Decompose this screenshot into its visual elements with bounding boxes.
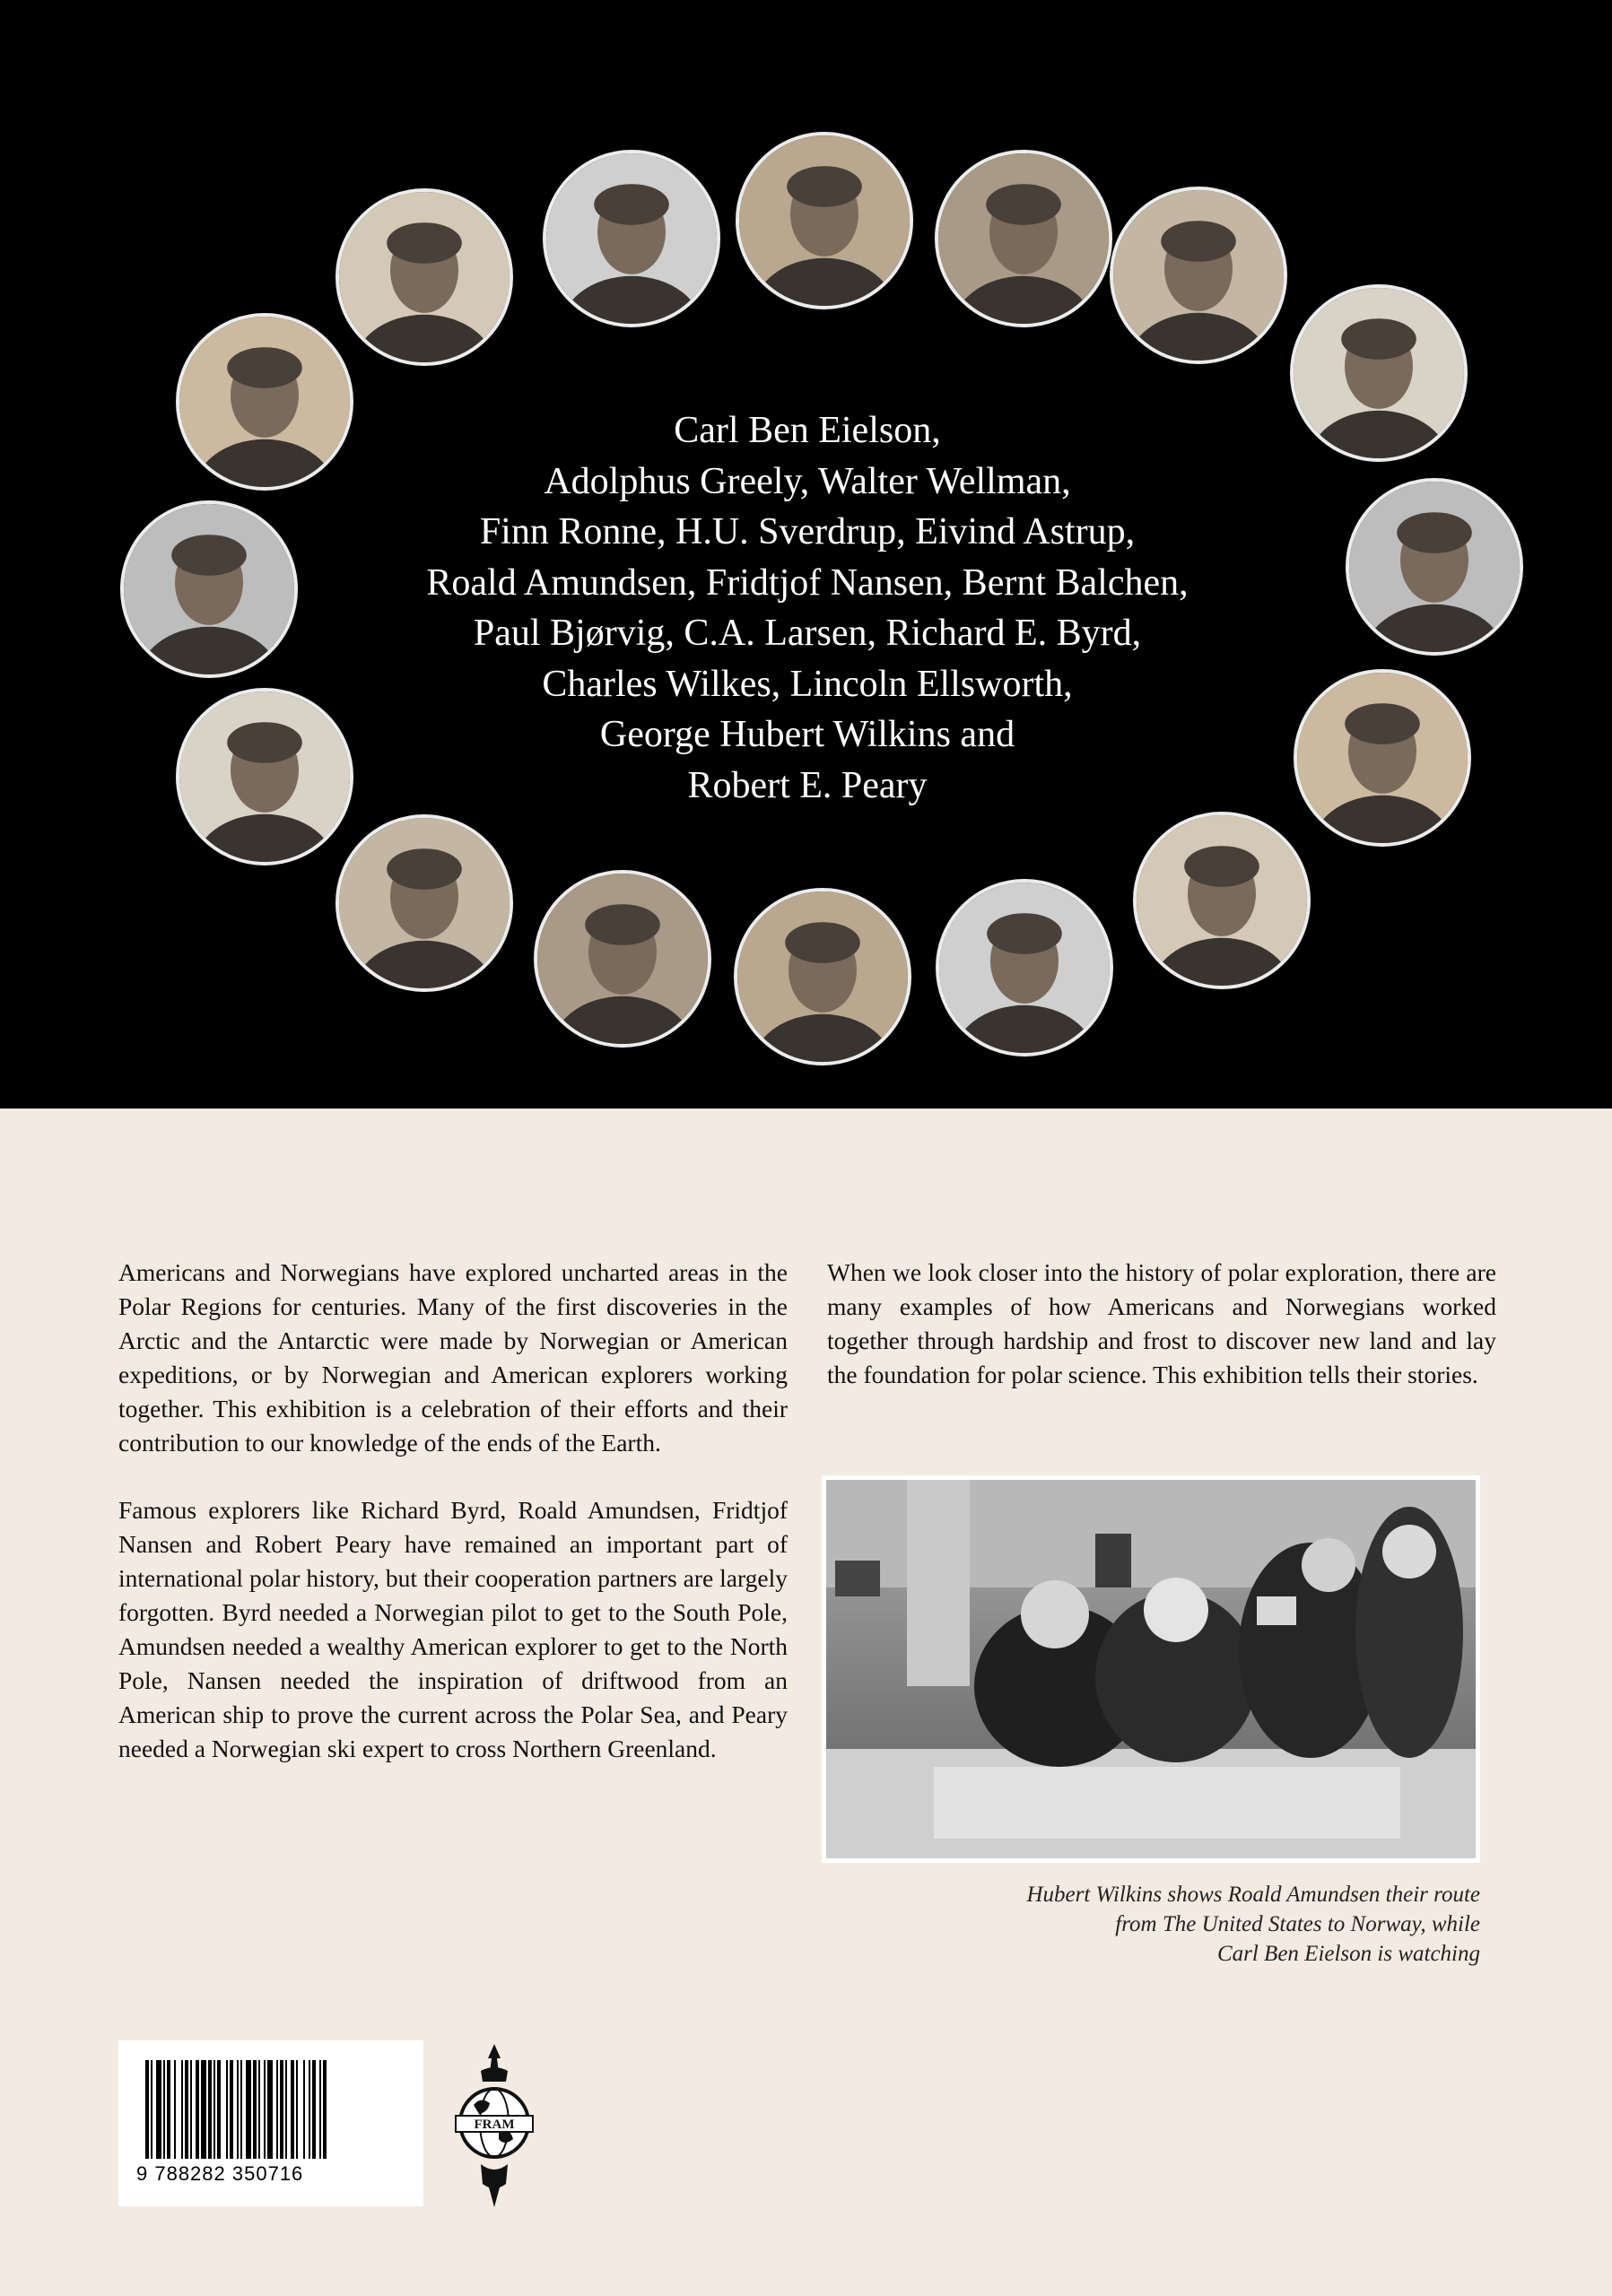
explorer-names-heading [359,405,1256,811]
names-line: Adolphus Greely, Walter Wellman, [544,460,1071,502]
portrait [335,814,513,992]
portrait [736,132,913,309]
names-line: Carl Ben Eielson, [674,410,941,451]
barcode-digits: 9 788282 350716 [136,2162,304,2185]
portrait [1290,284,1468,462]
intro-paragraph: Americans and Norwegians have explored uncharted areas in the Polar Regions for centuries. Many of the first discoveries in the Arctic and the Antarctic were made by Norwegian or American expeditions, or by Norwegian and American explorers working together. This exhibition is a celebration of their efforts and their contribution to our knowledge of the ends of the Earth. [118,1258,788,1457]
barcode-bars [145,2060,396,2164]
names-line: Paul Bjørvig, C.A. Larsen, Richard E. Byrd, [473,613,1142,654]
portrait [176,313,353,491]
portrait [935,150,1112,327]
caption-line: from The United States to Norway, while [1115,1912,1480,1936]
portrait [534,870,711,1048]
left-text-column [118,1256,788,1799]
names-line: Finn Ronne, H.U. Sverdrup, Eivind Astrup, [479,511,1136,552]
historic-photo [822,1475,1480,1863]
logo-text: FRAM [474,2118,515,2132]
portrait [120,500,298,678]
names-line: Roald Amundsen, Fridtjof Nansen, Bernt Balchen, [426,561,1189,604]
caption-line: Carl Ben Eielson is watching [1216,1942,1480,1966]
explorers-paragraph: Famous explorers like Richard Byrd, Roald Amundsen, Fridtjof Nansen and Robert Peary have remained an important part of international polar history, but their cooperation partners are largely forgotten. Byrd needed a Norwegian pilot to get to the South Pole, Amundsen needed a wealthy American explorer to get to the North Pole, Nansen needed the inspiration of driftwood from an American ship to prove the current across the Polar Sea, and Peary needed a Norwegian ski expert to cross Northern Greenland. [118,1496,788,1762]
portrait [176,688,353,865]
portrait [543,150,720,327]
portrait [1346,478,1523,656]
portrait [936,879,1113,1057]
caption-line: Hubert Wilkins shows Roald Amundsen their route [1026,1883,1480,1907]
right-text-column [827,1256,1496,1425]
names-line: Robert E. Peary [687,764,928,806]
fram-logo [454,2040,535,2211]
portrait [1133,812,1311,989]
portrait [1110,187,1287,364]
portrait [734,888,911,1065]
exhibition-paragraph: When we look closer into the history of polar exploration, there are many examples of how Americans and Norwegians worked together through hardship and frost to discover new land and lay the foundation for polar science. This exhibition tells their stories. [827,1258,1496,1388]
portrait-panel [0,0,1612,1109]
names-line: George Hubert Wilkins and [599,714,1015,755]
portrait [1294,669,1471,847]
photo-caption [822,1880,1480,1969]
portrait [335,188,513,366]
isbn-barcode [118,2040,423,2206]
names-line: Charles Wilkes, Lincoln Ellsworth, [542,663,1073,705]
